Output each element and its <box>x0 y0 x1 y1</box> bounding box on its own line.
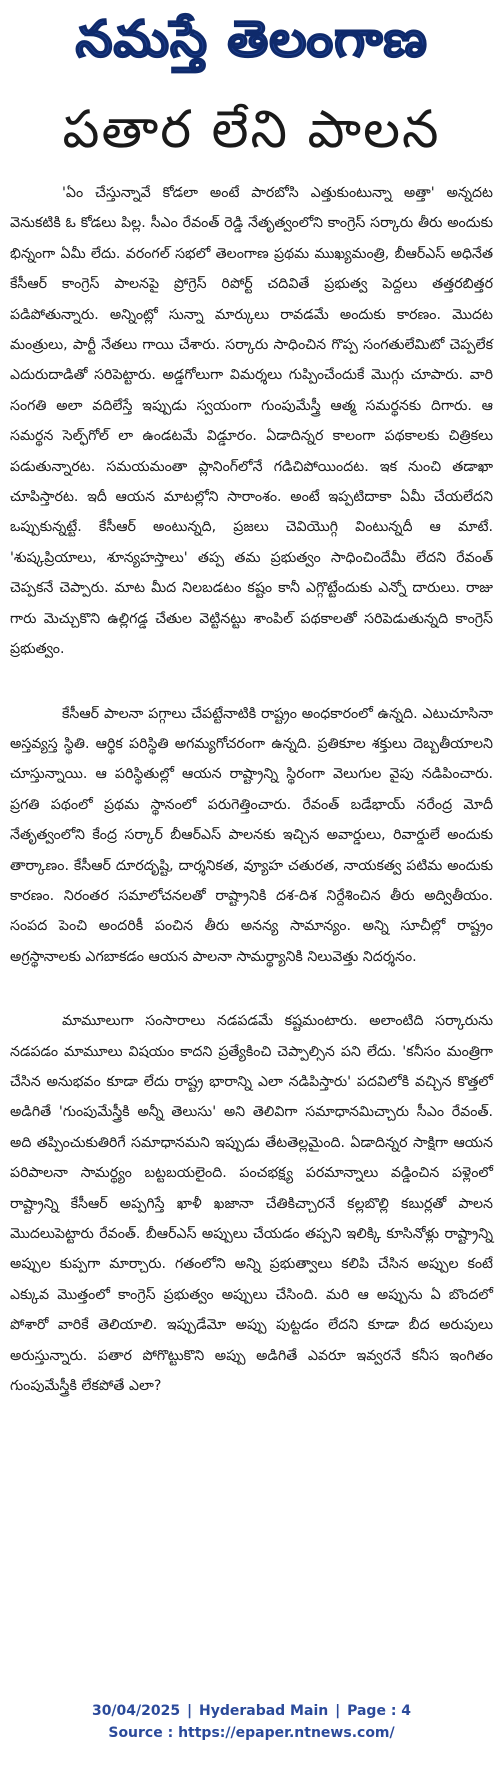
footer-date: 30/04/2025 <box>91 1703 181 1719</box>
footer <box>0 1700 503 1744</box>
footer-edition: Hyderabad Main <box>198 1703 329 1719</box>
article-paragraph: కేసీఆర్ పాలనా పగ్గాలు చేపట్టేనాటికి రాష్ట్రం అంధకారంలో ఉన్నది. ఎటుచూసినా అస్తవ్యస్త స్థితి. ఆర్థిక పరిస్థితి అగమ్యగోచరంగా ఉన్నది. ప్రతికూల శక్తులు దెబ్బతీయాలని చూస్తున్నాయి. ఆ పరిస్థితుల్లో ఆయన రాష్ట్రాన్ని స్థిరంగా వెలుగుల వైపు నడిపించారు. ప్రగతి పథంలో ప్రథమ స్థానంలో పరుగెత్తించారు. రేవంత్ బడేభాయ్ నరేంద్ర మోదీ నేతృత్వంలోని కేంద్ర సర్కార్ బీఆర్ఎస్ పాలనకు ఇచ్చిన అవార్డులు, రివార్డులే అందుకు తార్కాణం. కేసీఆర్ దూరదృష్టి, దార్శనికత, వ్యూహ చతురత, నాయకత్వ పటిమ అందుకు కారణం. నిరంతర సమాలోచనలతో రాష్ట్రానికి దశ-దిశ నిర్దేశించిన తీరు అద్వితీయం. సంపద పెంచి అందరికీ పంచిన తీరు అనన్య సామాన్యం. అన్ని సూచీల్లో రాష్ట్రం అగ్రస్థానాలకు ఎగబాకడం ఆయన పాలనా సామర్థ్యానికి నిలువెత్తు నిదర్శనం. <box>10 705 493 965</box>
footer-separator: | <box>335 1703 341 1719</box>
headline-box <box>0 96 503 176</box>
masthead-logo: నమస్తే తెలంగాణ <box>75 9 428 68</box>
masthead <box>0 0 503 90</box>
article-body <box>10 178 493 1401</box>
article-paragraph: మామూలుగా సంసారాలు నడపడమే కష్టమంటారు. అలాంటిది సర్కారును నడపడం మామూలు విషయం కాదని ప్రత్యేకించి చెప్పాల్సిన పని లేదు. 'కనీసం మంత్రిగా చేసిన అనుభవం కూడా లేదు రాష్ట్ర భారాన్ని ఎలా నడిపిస్తారు' పదవిలోకి వచ్చిన కొత్తలో అడిగితే 'గుంపుమేస్త్రీకి అన్నీ తెలుసు' అని తెలివిగా సమాధానమిచ్చారు సీఎం రేవంత్. అది తప్పించుకుతిరిగే సమాధానమని ఇప్పుడు తేటతెల్లమైంది. ఏడాదిన్నర సాక్షిగా ఆయన పరిపాలనా సామర్థ్యం బట్టబయలైంది. పంచభక్ష్య పరమాన్నాలు వడ్డించిన పళ్లెంలో రాష్ట్రాన్ని కేసీఆర్ అప్పగిస్తే ఖాళీ ఖజానా చేతికిచ్చారనే కల్లబొల్లి కబుర్లతో పాలన మొదలుపెట్టారు రేవంత్. బీఆర్ఎస్ అప్పులు చేయడం తప్పని ఇలిక్కి కూసినోళ్లు రాష్ట్రాన్ని అప్పుల కుప్పగా మార్చారు. గతంలోని అన్ని ప్రభుత్వాలు కలిపి చేసిన అప్పుల కంటే ఎక్కువ మొత్తంలో కాంగ్రెస్ ప్రభుత్వం అప్పులు చేసింది. మరి ఆ అప్పును ఏ బొందలో పోశారో వారికే తెలియాలి. ఇప్పుడేమో అప్పు పుట్టడం లేదని కూడా బీద అరుపులు అరుస్తున్నారు. పతార పోగొట్టుకొని అప్పు అడిగితే ఎవరూ ఇవ్వరనే కనీస ఇంగితం గుంపుమేస్త్రీకి లేకపోతే ఎలా? <box>10 1013 493 1395</box>
footer-source-link[interactable]: Source : https://epaper.ntnews.com/ <box>108 1725 395 1741</box>
footer-separator: | <box>186 1703 193 1719</box>
footer-page: Page : 4 <box>347 1703 412 1719</box>
article-paragraph: 'ఏం చేస్తున్నావే కోడలా అంటే పారబోసి ఎత్తుకుంటున్నా అత్తా' అన్నదట వెనుకటికి ఓ కోడలు పిల్ల. సీఎం రేవంత్ రెడ్డి నేతృత్వంలోని కాంగ్రెస్ సర్కారు తీరు అందుకు భిన్నంగా ఏమీ లేదు. వరంగల్ సభలో తెలంగాణ ప్రథమ ముఖ్యమంత్రి, బీఆర్ఎస్ అధినేత కేసీఆర్ కాంగ్రెస్ పాలనపై ప్రోగ్రెస్ రిపోర్ట్ చదివితే ప్రభుత్వ పెద్దలు తత్తరబిత్తర పడిపోతున్నారు. అన్నింట్లో సున్నా మార్కులు రావడమే అందుకు కారణం. మొదట మంత్రులు, పార్టీ నేతలు గాయి చేశారు. సర్కారు సాధించిన గొప్ప సంగతులేమిటో చెప్పలేక ఎదురుదాడితో సరిపెట్టారు. అడ్డగోలుగా విమర్శలు గుప్పించేందుకే మొగ్గు చూపారు. వారి సంగతి అలా వదిలేస్తే ఇప్పుడు స్వయంగా గుంపుమేస్త్రీ ఆత్మ సమర్థనకు దిగారు. ఆ సమర్థన సెల్ఫ్‌గోల్ లా ఉండటమే విడ్డూరం. ఏడాదిన్నర కాలంగా పథకాలకు చిత్రికలు పడుతున్నారట. సమయమంతా ప్లానింగ్‌లోనే గడిచిపోయిందట. ఇక నుంచి తడాఖా చూపిస్తారట. ఇదీ ఆయన మాటల్లోని సారాంశం. అంటే ఇప్పటిదాకా ఏమీ చేయలేదని ఒప్పుకున్నట్టే. కేసీఆర్ అంటున్నది, ప్రజలు చెవియొగ్గి వింటున్నదీ ఆ మాటే. 'శుష్కప్రియాలు, శూన్యహస్తాలు' తప్ప తమ ప్రభుత్వం సాధించిందేమీ లేదని రేవంత్ చెప్పకనే చెప్పారు. మాట మీద నిలబడటం కష్టం కానీ ఎగ్గొట్టేందుకు ఎన్నో దారులు. రాజు గారు మెచ్చుకొని ఉల్లిగడ్డ చేతుల వెట్టినట్టు శాంపిల్ పథకాలతో సరిపెడుతున్నది కాంగ్రెస్ ప్రభుత్వం. <box>10 185 493 658</box>
footer-meta <box>0 1700 503 1722</box>
article-headline: పతార లేని పాలన <box>62 99 441 160</box>
